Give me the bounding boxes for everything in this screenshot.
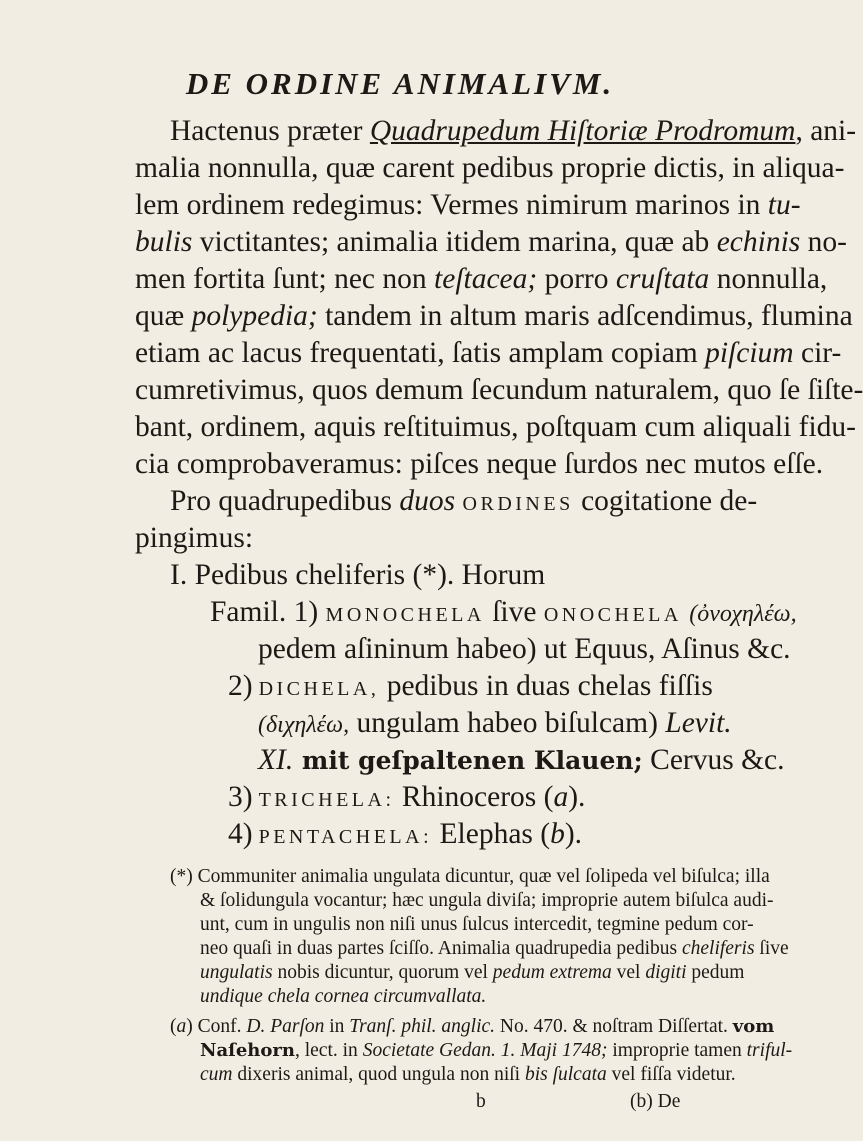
text-italic: XI. xyxy=(258,744,294,776)
text-line xyxy=(258,746,785,776)
text: ). xyxy=(568,781,586,813)
text: Famil. xyxy=(210,596,287,628)
text-italic: duos xyxy=(399,485,456,517)
text: victitantes; animalia itidem marina, quæ ab xyxy=(192,226,717,258)
fraktur-text: mit geſpaltenen Klauen; xyxy=(293,746,643,775)
text-italic: bulis xyxy=(135,226,193,258)
text: ( xyxy=(170,1016,177,1037)
text: pingimus: xyxy=(135,522,254,554)
text-italic: cum xyxy=(200,1064,233,1085)
text-italic: piſcium xyxy=(705,337,794,369)
running-header: DE ORDINE ANIMALIVM. xyxy=(185,66,615,101)
text: Rhinoceros ( xyxy=(394,781,554,813)
text: ). xyxy=(564,818,583,850)
text: bant, ordinem, aquis reſtituimus, poſtquam cum aliquali fidu- xyxy=(135,411,856,443)
text: men fortita ſunt; nec non xyxy=(135,263,435,295)
small-caps: PENTACHELA: xyxy=(258,826,433,848)
text: ſive xyxy=(754,938,789,959)
text-line xyxy=(210,598,797,628)
small-caps: DICHELA, xyxy=(258,678,380,700)
text-line xyxy=(135,228,847,258)
item-number: 1) xyxy=(293,596,319,628)
text: Elephas ( xyxy=(432,818,551,850)
text-line xyxy=(135,413,856,443)
text: pedem aſininum habeo) ut Equus, Aſinus &c. xyxy=(258,633,791,665)
greek-text: (διχηλέω, xyxy=(258,712,350,738)
text-italic: cheliferis xyxy=(681,938,755,959)
text: improprie tamen xyxy=(607,1040,747,1061)
small-caps: ORDINES xyxy=(462,493,574,515)
text: nonnulla, xyxy=(709,263,828,295)
text: neo quaſi in duas partes ſciſſo. Animalia quadrupedia pedibus xyxy=(200,938,682,959)
text: (*) Communiter animalia ungulata dicuntur, quæ vel ſolipeda vel biſulca; illa xyxy=(170,866,770,887)
text: nobis dicuntur, quorum vel xyxy=(272,962,493,983)
text: pedibus in duas chelas fiſſis xyxy=(379,670,713,702)
signature-mark: b xyxy=(476,1091,486,1112)
text: quæ xyxy=(135,300,192,332)
text: lem ordinem redegimus: Vermes nimirum marinos in xyxy=(135,189,768,221)
small-caps: MONOCHELA xyxy=(325,604,485,626)
greek-text: (ὀνοχηλέω, xyxy=(689,601,797,627)
text-line xyxy=(228,820,582,850)
text: No. 470. & noſtram Diſſertat. xyxy=(495,1016,733,1037)
text-line xyxy=(135,524,253,554)
text: cogitatione de- xyxy=(573,485,758,517)
fraktur-text: Naſehorn xyxy=(200,1040,295,1061)
text-italic: ungulatis xyxy=(200,962,273,983)
text-italic: teſtacea; xyxy=(434,263,538,295)
text-italic: pedum extrema xyxy=(492,962,612,983)
text: ) Conf. xyxy=(186,1016,247,1037)
text-italic: a xyxy=(176,1016,187,1037)
item-number: 2) xyxy=(228,670,253,702)
text-italic: polypedia; xyxy=(191,300,318,332)
text: ſive xyxy=(484,596,544,628)
footnote-line xyxy=(200,1065,736,1085)
text-line xyxy=(135,191,801,221)
text: tandem in altum maris adſcendimus, flumina xyxy=(317,300,853,332)
text: cir- xyxy=(793,337,842,369)
text-italic: Tranſ. phil. anglic. xyxy=(349,1016,496,1037)
text-italic: Levit. xyxy=(665,707,732,739)
text-line xyxy=(228,672,713,702)
text-italic: triful- xyxy=(746,1040,793,1061)
text-line xyxy=(135,376,863,406)
text-italic: a xyxy=(553,781,569,813)
text-italic: b xyxy=(550,818,565,850)
text-italic: cruſtata xyxy=(615,263,710,295)
text: I. Pedibus cheliferis (*). Horum xyxy=(170,559,546,591)
text-line xyxy=(135,154,844,184)
text-italic: Societate Gedan. 1. Maji 1748; xyxy=(362,1040,608,1061)
text: cumretivimus, quos demum ſecundum naturalem, quo ſe ſiſte- xyxy=(135,374,863,406)
text-line xyxy=(135,302,853,332)
catchword: (b) De xyxy=(630,1091,681,1112)
small-caps: ONOCHELA xyxy=(543,604,682,626)
text: porro xyxy=(537,263,616,295)
footnote-line xyxy=(200,915,754,935)
text: in xyxy=(324,1016,350,1037)
footnote-line xyxy=(200,1041,792,1061)
footnote-line xyxy=(170,867,770,887)
footnote-line xyxy=(200,987,486,1007)
text-line xyxy=(135,450,823,480)
text: Hactenus præter xyxy=(170,115,370,147)
text-line xyxy=(135,265,827,295)
text-italic: echinis xyxy=(716,226,801,258)
text: ungulam habeo biſulcam) xyxy=(349,707,666,739)
text: no- xyxy=(800,226,847,258)
text: , ani- xyxy=(795,115,857,147)
work-title: Quadrupedum Hiſtoriæ Prodromum xyxy=(369,115,796,147)
text: dixeris animal, quod ungula non niſi xyxy=(232,1064,525,1085)
text: Pro quadrupedibus xyxy=(170,485,400,517)
text-line xyxy=(258,709,732,739)
fraktur-text: vom xyxy=(732,1016,775,1037)
text-line xyxy=(258,635,791,665)
text-line xyxy=(170,117,856,147)
text-italic: D. Parſon xyxy=(246,1016,325,1037)
text-italic: tu- xyxy=(767,189,801,221)
footnote-line xyxy=(170,1017,774,1037)
text: & ſolidungula vocantur; hæc ungula diviſa; improprie autem biſulca audi- xyxy=(200,890,774,911)
item-number: 3) xyxy=(228,781,253,813)
text-italic: undique chela cornea circumvallata. xyxy=(200,986,487,1007)
text: etiam ac lacus frequentati, ſatis amplam copiam xyxy=(135,337,706,369)
item-number: 4) xyxy=(228,818,253,850)
text: pedum xyxy=(686,962,745,983)
text: Cervus &c. xyxy=(642,744,785,776)
order-title xyxy=(170,561,545,591)
text: vel xyxy=(611,962,646,983)
text-italic: digiti xyxy=(645,962,687,983)
text: cia comprobaveramus: piſces neque ſurdos nec mutos eſſe. xyxy=(135,448,824,480)
small-caps: TRICHELA: xyxy=(258,789,395,811)
text: malia nonnulla, quæ carent pedibus proprie dictis, in aliqua- xyxy=(135,152,845,184)
text: , lect. in xyxy=(294,1040,363,1061)
footnote-line xyxy=(200,939,789,959)
footnote-line xyxy=(200,963,744,983)
text-italic: bis ſulcata xyxy=(524,1064,607,1085)
text-line xyxy=(228,783,585,813)
footnote-line xyxy=(200,891,774,911)
text: vel fiſſa videtur. xyxy=(606,1064,736,1085)
text-line xyxy=(135,339,841,369)
text-line xyxy=(170,487,757,517)
text: unt, cum in ungulis non niſi unus ſulcus intercedit, tegmine pedum cor- xyxy=(200,914,754,935)
